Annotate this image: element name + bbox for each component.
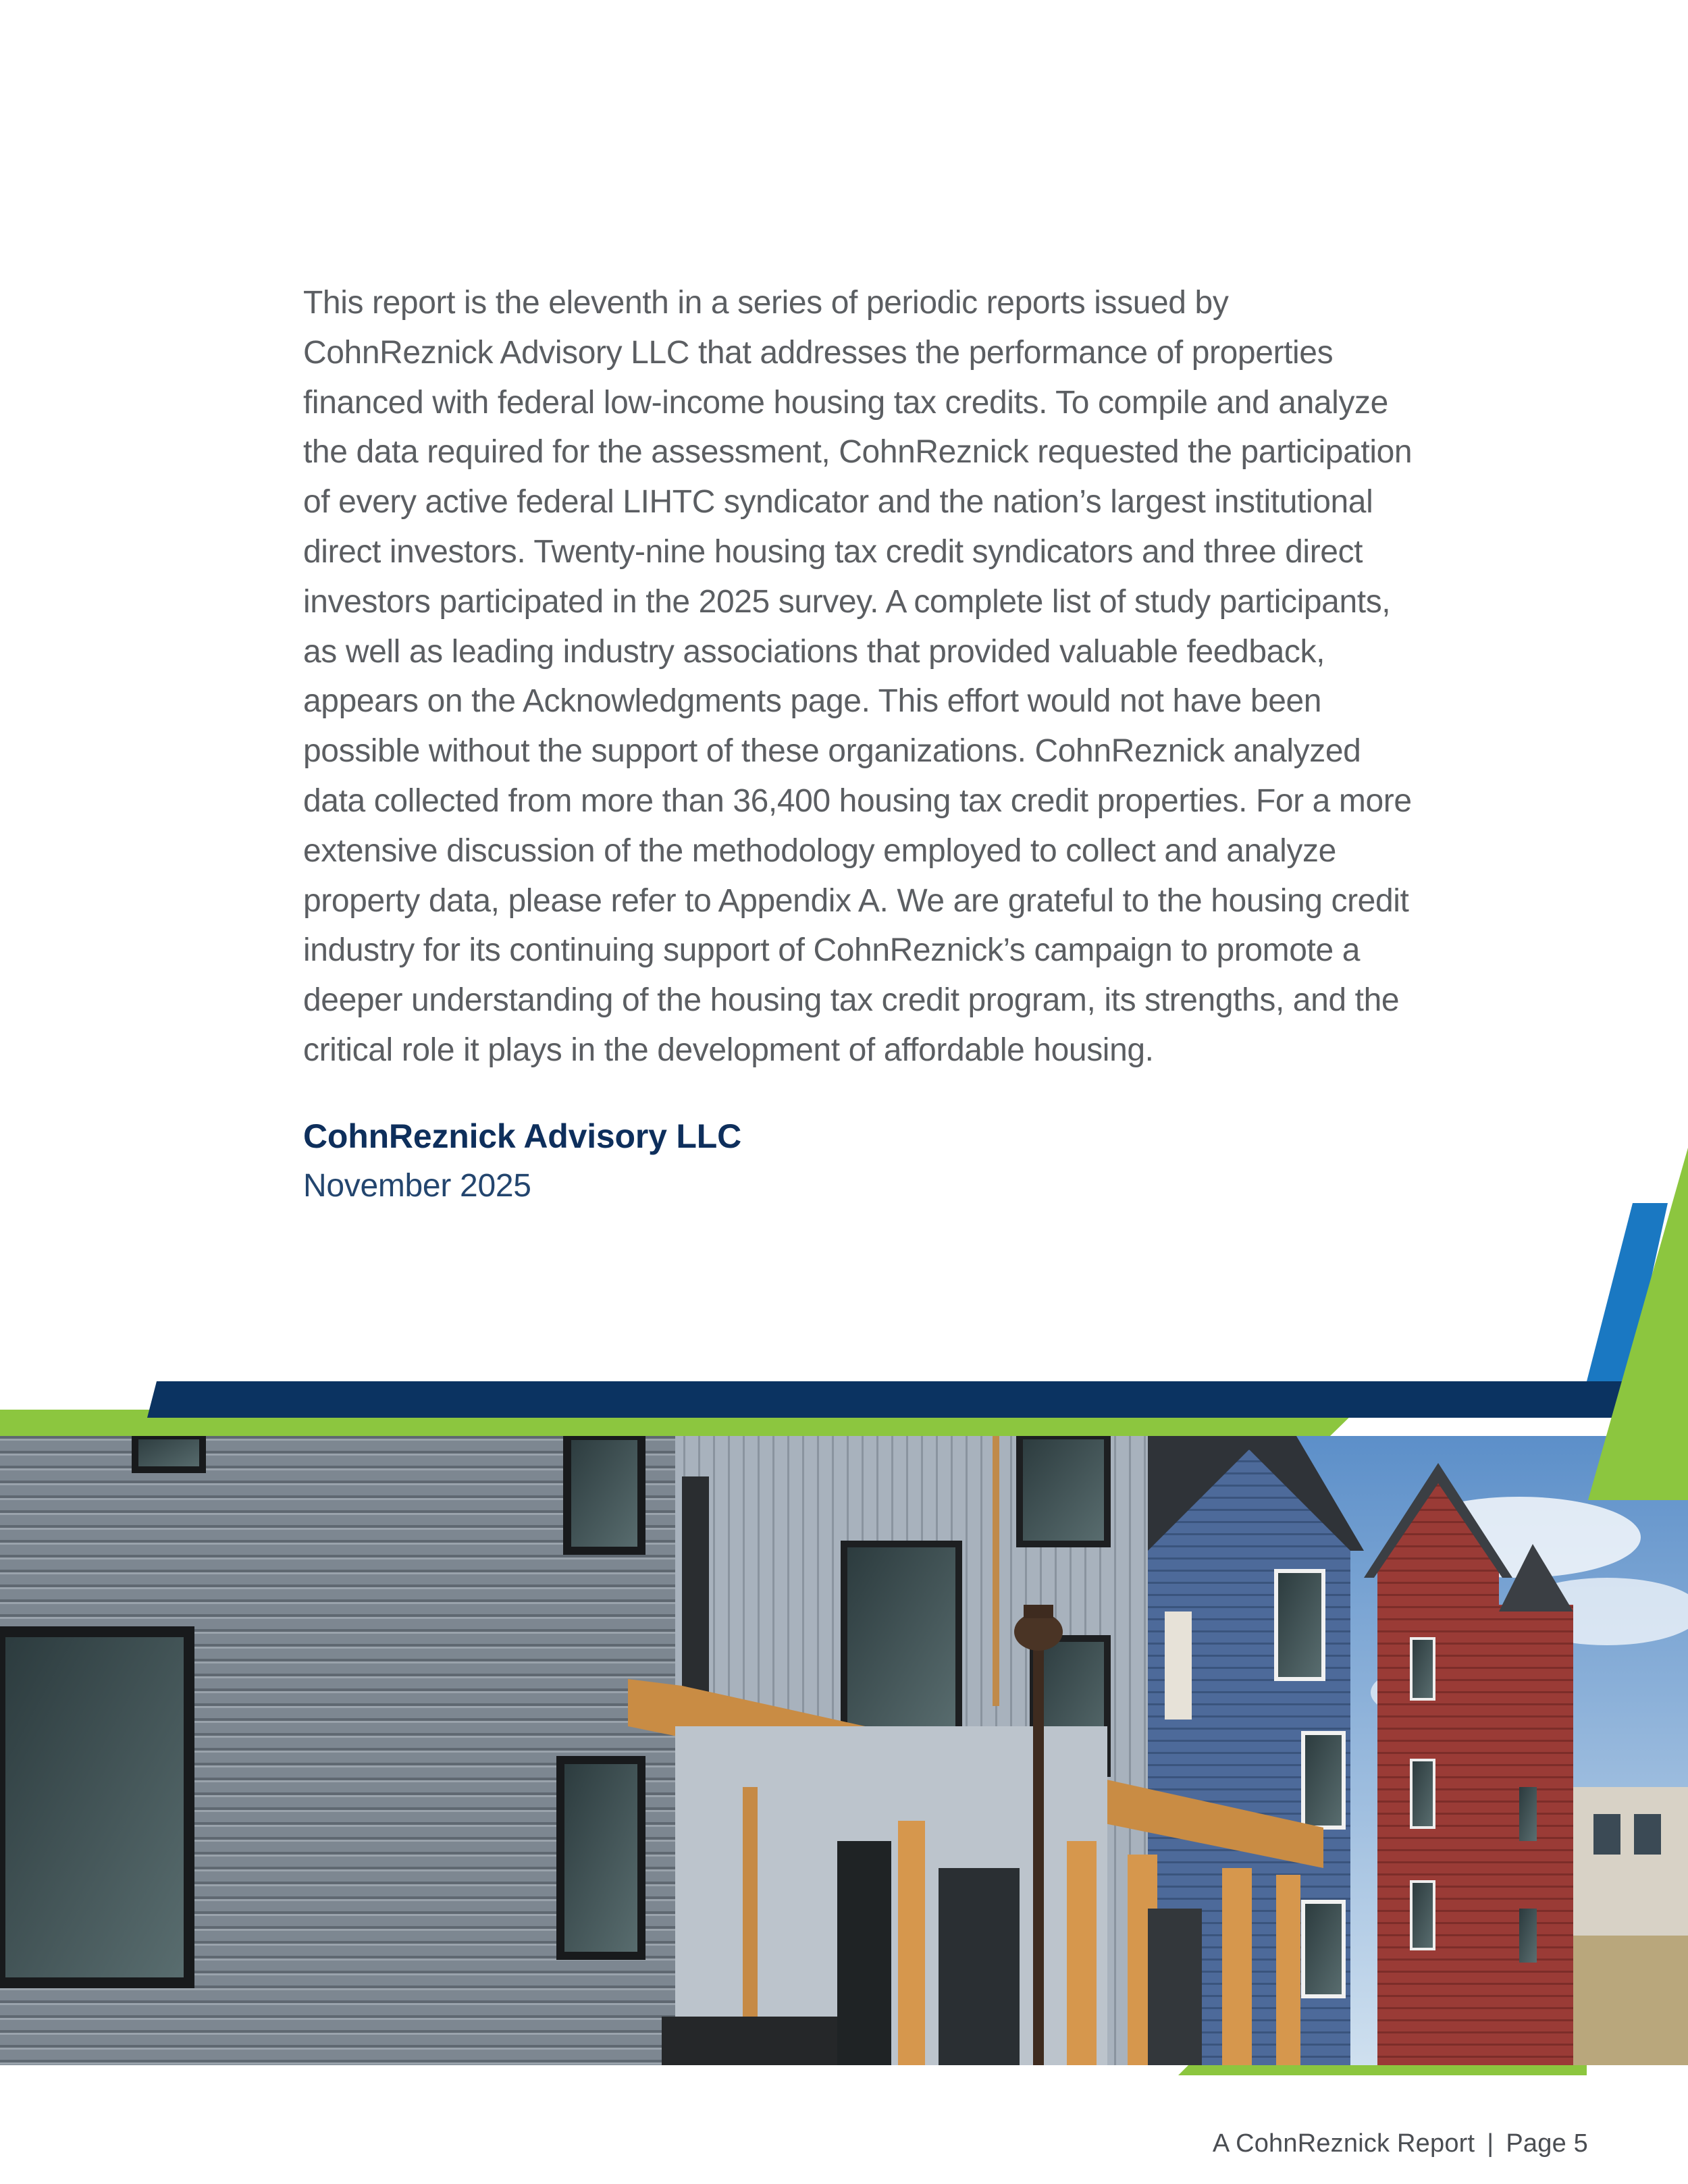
- intro-paragraph: This report is the eleventh in a series of periodic reports issued by CohnReznick Advisory LLC that addresses the performance of properties financed with federal low-income housing tax credits. To compile and analyze the data required for the assessment, CohnReznick requested the participation of every active federal LIHTC syndicator and the nation’s largest institutional direct investors. Twenty-nine housing tax credit syndicators and three direct investors participated in the 2025 survey. A complete list of study participants, as well as leading industry associations that provided valuable feedback, appears on the Acknowledgments page. This effort would not have been possible without the support of these organizations. CohnReznick analyzed data collected from more than 36,400 housing tax credit properties. For a more extensive discussion of the methodology employed to collect and analyze property data, please refer to Appendix A. We are grateful to the housing credit industry for its continuing support of CohnReznick’s campaign to promote a deeper understanding of the housing tax credit program, its strengths, and the critical role it plays in the development of affordable housing.: [303, 285, 1413, 1068]
- footer-report-label: A CohnReznick Report: [1212, 2129, 1475, 2158]
- green-band: [0, 1410, 1357, 1436]
- navy-band: [147, 1381, 1629, 1418]
- footer-separator: |: [1487, 2129, 1494, 2158]
- footer-page-number: Page 5: [1506, 2129, 1588, 2158]
- signature-date: November 2025: [303, 1168, 531, 1204]
- green-bottom-bar: [1178, 2065, 1587, 2075]
- signature-organization: CohnReznick Advisory LLC: [303, 1117, 741, 1155]
- townhouse-photo: [0, 1436, 1688, 2065]
- blue-stripe: [1587, 1203, 1668, 1381]
- page-footer: [1213, 2129, 1588, 2158]
